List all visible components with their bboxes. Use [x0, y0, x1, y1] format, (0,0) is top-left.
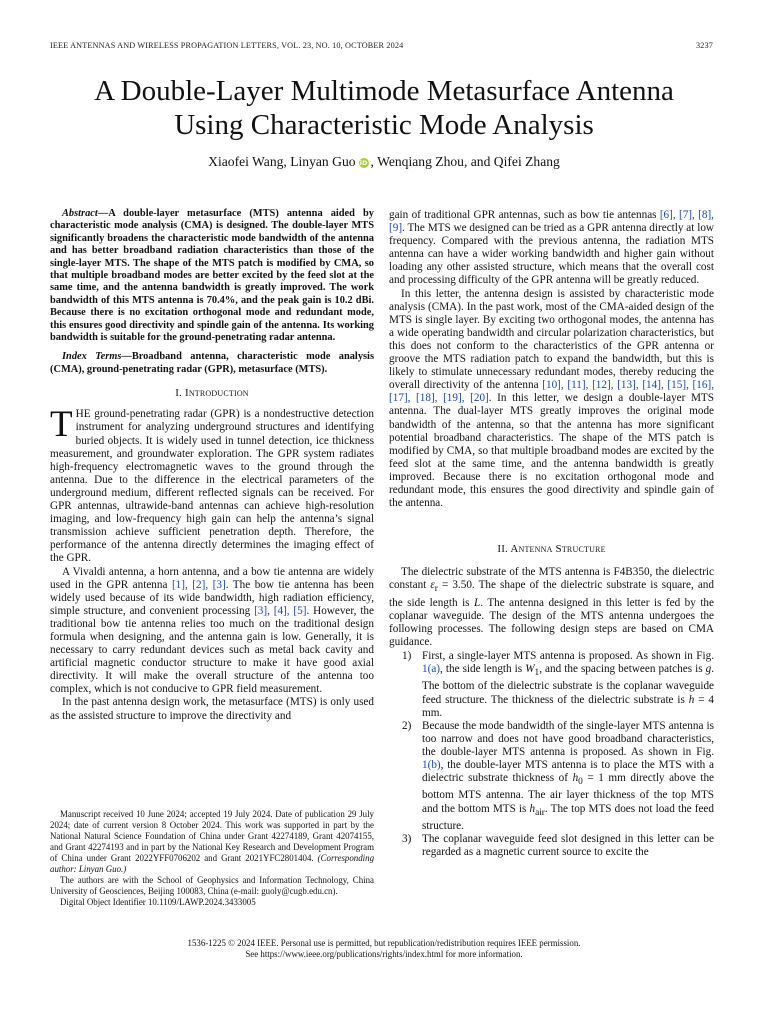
author-list — [30, 153, 738, 171]
abstract — [50, 208, 374, 344]
math-symbol: h — [529, 802, 536, 815]
side-length-symbol: L — [474, 596, 481, 609]
index-terms-text: —Broadband antenna, characteristic mode analysis (CMA), ground-penetrating radar (GPR), metasurface (MTS). — [50, 351, 374, 375]
epsilon-value: = 3.50 — [437, 579, 472, 592]
copyright-line: 1536-1225 © 2024 IEEE. Personal use is permitted, but republication/redistribution requires IEEE permission. — [187, 938, 581, 948]
step-text: = 1 mm directly above the bottom MTS antenna. The air layer thickness of the top MTS and the bottom MTS is — [422, 772, 715, 815]
list-item — [389, 650, 714, 720]
intro-paragraph-2 — [50, 566, 374, 697]
right-p1-text-b: . The MTS we designed can be tried as a GPR antenna directly at low frequency. Compared with the previous antenna, the radiation MTS antenna can have a wider working bandwidth and higher gain without loading any other assisted structure, which means that the overall cost and processing difficulty of the GPR antenna will be greatly reduced. — [389, 222, 714, 287]
step-text: . The top MTS does not load the feed structure. — [422, 802, 714, 832]
design-steps-list — [389, 650, 714, 859]
step-text: First, a single-layer MTS antenna is proposed. As shown in Fig. — [422, 650, 714, 663]
citation-link[interactable]: [10], [11], [12], [13], [14], [15], [16], [17], [18], [19], [20] — [389, 379, 714, 405]
corresponding-author: (Corresponding author: Linyan Guo.) — [50, 853, 375, 874]
step-number: 1) — [402, 650, 412, 663]
citation-link[interactable]: [6], [7], [8], [9] — [389, 209, 714, 235]
authors-part-2: , Wenqiang Zhou, and Qifei Zhang — [370, 154, 560, 169]
intro-paragraph-3: In the past antenna design work, the metasurface (MTS) is only used as the assisted structure to improve the directivity and — [50, 696, 374, 722]
citation-link[interactable]: [3], [4], [5] — [254, 604, 307, 617]
orcid-icon[interactable]: iD — [359, 159, 368, 167]
intro-p2-text-a: A Vivaldi antenna, a horn antenna, and a bow tie antenna are widely used in the GPR antenna — [50, 565, 374, 591]
list-item — [389, 833, 714, 859]
index-terms — [50, 351, 374, 376]
step-number: 2) — [402, 719, 412, 732]
footnote — [50, 809, 374, 908]
intro-p2-text-c: . However, the traditional bow tie antenna relies too much on the traditional design formula when designing, and the antenna gain is low. Generally, it is necessary to carry redundant devices such as metal back cavity and artificial magnetic conductor structure to make it have good axial directivity. It will make the overall structure of the antenna too complex, which is not conducive to GPR field measurement. — [50, 604, 374, 696]
title-line-2: Using Characteristic Mode Analysis — [174, 109, 594, 141]
drop-cap: T — [50, 404, 73, 446]
math-symbol: h — [688, 693, 695, 706]
figure-link[interactable]: 1(a) — [422, 663, 441, 676]
step-text: Because the mode bandwidth of the single-layer MTS antenna is too narrow and does not have good broadband characteristics, the double-layer MTS antenna is proposed. As shown in Fig. — [422, 719, 714, 758]
epsilon-subscript: r — [434, 584, 438, 595]
abstract-lead: Abstract — [62, 208, 98, 219]
section-heading-introduction: I. Introduction — [175, 387, 249, 400]
page-number: 3237 — [696, 41, 713, 50]
step-text: . The bottom of the dielectric substrate is the coplanar waveguide feed structure. The thickness of the dielectric substrate is — [422, 663, 714, 706]
structure-text-a: The dielectric substrate of the MTS antenna is F4B350, the dielectric constant — [389, 566, 714, 592]
step-text: The coplanar waveguide feed slot designed in this letter can be regarded as a magnetic current source to excite the — [422, 832, 714, 859]
footnote-affiliation: The authors are with the School of Geophysics and Information Technology, China University of Geosciences, Beijing 100083, China (e-mail: guoly@cugb.edu.cn). — [50, 875, 374, 896]
right-p2-text-a: In this letter, the antenna design is assisted by characteristic mode analysis (CMA). In the past work, most of the CMA-aided design of the MTS is single layer. By exciting two orthogonal modes, the antenna has a wide operating bandwidth and circular polarization characteristics, but this does not conform to the characteristics of the GPR antenna or groove the MTS radiation patch to expand the bandwidth, but this is likely to stimulate unnecessary redundant modes, thereby reducing the overall directivity of the antenna — [389, 287, 714, 392]
step-text: = 4 mm. — [422, 693, 714, 719]
intro-paragraph-1 — [50, 404, 374, 565]
footnote-manuscript — [50, 809, 374, 875]
epsilon-symbol: ε — [430, 579, 435, 592]
math-subscript: 0 — [578, 777, 583, 788]
authors-part-1: Xiaofei Wang, Linyan Guo — [208, 154, 356, 169]
list-item — [389, 720, 714, 833]
structure-text-b: . The shape of the dielectric substrate is square, and the side length is — [389, 579, 714, 609]
right-paragraph-2 — [389, 288, 714, 511]
running-header — [50, 41, 713, 50]
math-symbol: h — [572, 772, 579, 785]
title-line-1: A Double-Layer Multimode Metasurface Antenna — [94, 75, 674, 107]
section-heading-antenna-structure: II. Antenna Structure — [497, 543, 606, 556]
intro-p2-text-b: . The bow tie antenna has been widely used because of its wide bandwidth, high radiation efficiency, simple structure, and convenient processing — [50, 578, 374, 617]
math-symbol: W — [525, 663, 535, 676]
right-p2-text-b: . In this letter, we design a double-layer MTS antenna. The dual-layer MTS greatly improves the original mode bandwidth of the antenna, so that the antenna has more significant potential broadband characteristics. The shape of the MTS patch is modified by CMA, so that multiple broadband modes are excited by the feed slot at the same time, and the antenna bandwidth is greatly improved. Because there is no excitation orthogonal mode and redundant mode, this ensures the good directivity and spindle gain of the antenna. — [389, 392, 714, 510]
paper-title — [30, 74, 738, 142]
index-terms-lead: Index Terms — [62, 351, 122, 363]
step-number: 3) — [402, 832, 412, 845]
structure-text-c: . The antenna designed in this letter is fed by the coplanar waveguide. The design of the MTS antenna undergoes the following processes. The following design steps are based on CMA guidance. — [389, 596, 714, 648]
abstract-text: —A double-layer metasurface (MTS) antenna aided by characteristic mode analysis (CMA) is designed. The double-layer MTS significantly broadens the characteristic mode bandwidth of the antenna and has better broadband radiation characteristics than those of the single-layer MTS. The shape of the MTS patch is modified by CMA, so that multiple broadband modes are better excited by the feed slot at the same time, and the antenna bandwidth is greatly improved. The work bandwidth of this MTS antenna is 70.4%, and the peak gain is 10.2 dBi. Because there is no excitation orthogonal mode and redundant mode, this ensures good directivity and spindle gain of the antenna. Its working bandwidth is suitable for the ground-penetrating radar antenna. — [50, 208, 374, 344]
math-subscript: air — [535, 807, 545, 818]
citation-link[interactable]: [1], [2], [3] — [171, 578, 226, 591]
right-paragraph-1 — [389, 209, 714, 288]
step-text: , the side length is — [440, 663, 526, 676]
math-symbol: g — [705, 663, 712, 676]
rights-link-line[interactable]: See https://www.ieee.org/publications/rights/index.html for more information. — [245, 949, 523, 959]
math-subscript: 1 — [534, 668, 540, 679]
step-text: , and the spacing between patches is — [539, 663, 706, 676]
right-column — [389, 209, 714, 859]
left-column — [50, 208, 374, 723]
structure-paragraph — [389, 566, 714, 649]
right-p1-text-a: gain of traditional GPR antennas, such as bow tie antennas — [389, 209, 660, 221]
doi[interactable]: Digital Object Identifier 10.1109/LAWP.2024.3433005 — [60, 897, 256, 907]
step-text: , the double-layer MTS antenna is to place the MTS with a dielectric substrate thickness of — [422, 759, 714, 785]
copyright-footer — [40, 938, 728, 960]
intro-paragraph-1-text: HE ground-penetrating radar (GPR) is a nondestructive detection instrument for analyzing underground structures and identifying buried objects. It is widely used in tunnel detection, ice thickness measurement, and groundwater exploration. The GPR system radiates high-frequency electromagnetic waves to the ground through the antenna. Due to the difference in the electrical parameters of the underground medium, different reflected signals can be received. For GPR antennas, ultrawide-band antennas can achieve high-resolution imaging, and low-frequency high gain can help the antenna’s signal transmission achieve sufficient penetration depth. Therefore, the performance of the antenna directly determines the imaging effect of the GPR. — [50, 408, 374, 565]
figure-link[interactable]: 1(b) — [422, 759, 441, 772]
footnote-manuscript-text: Manuscript received 10 June 2024; accepted 19 July 2024. Date of publication 29 July 2024; date of current version 8 October 2024. This work was supported in part by the National Natural Science Foundation of China under Grant 42274189, Grant 42074155, and Grant 42274193 and in part by the National Key Research and Development Program of China under Grant 2022YFF0706202 and Grant 2021YFC2801404. — [50, 809, 374, 863]
journal-name: IEEE ANTENNAS AND WIRELESS PROPAGATION LETTERS, VOL. 23, NO. 10, OCTOBER 2024 — [50, 41, 404, 50]
